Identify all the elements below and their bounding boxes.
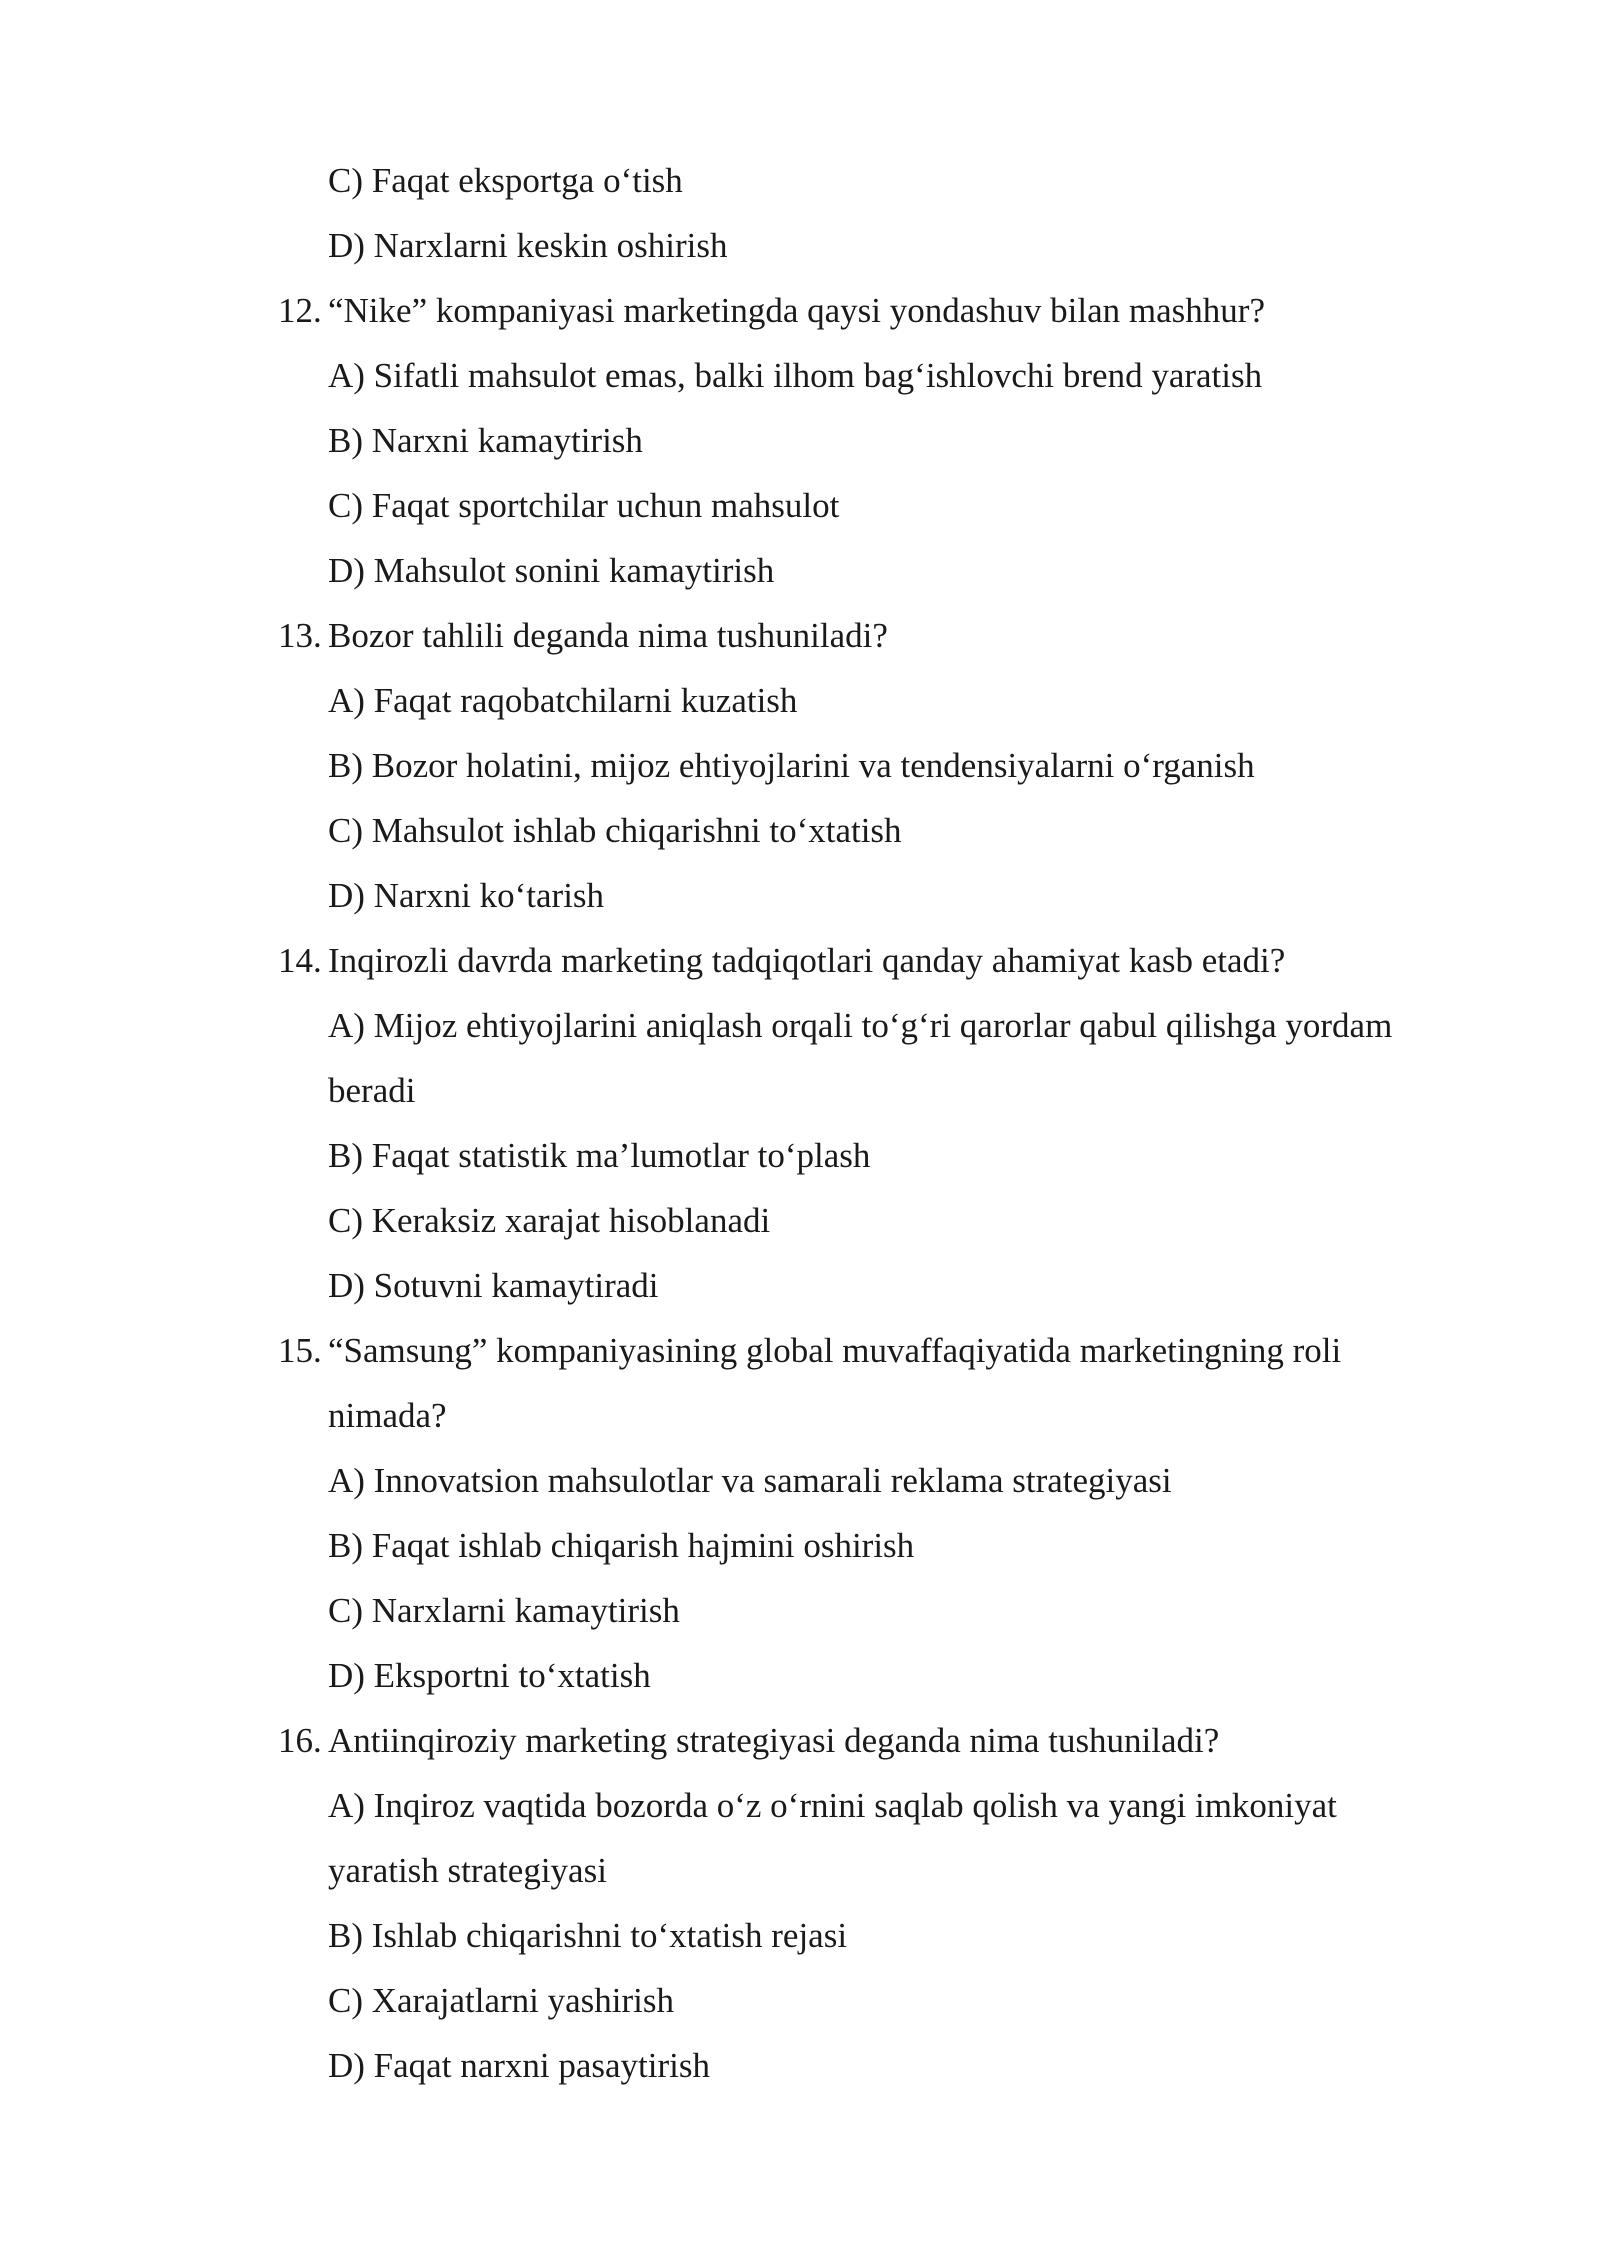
option-c: C) Mahsulot ishlab chiqarishni to‘xtatish (328, 811, 902, 850)
option-b: B) Narxni kamaytirish (328, 421, 643, 460)
option-a: A) Faqat raqobatchilarni kuzatish (328, 681, 798, 720)
question-13 (278, 603, 1478, 668)
option-c: C) Faqat eksportga o‘tish (328, 161, 683, 200)
question-number: 16. (278, 1721, 322, 1760)
question-text: Bozor tahlili deganda nima tushuniladi? (328, 616, 888, 655)
quiz-content (278, 148, 1478, 2098)
option-a-continuation: beradi (328, 1071, 416, 1110)
option-b: B) Faqat statistik ma’lumotlar to‘plash (328, 1136, 871, 1175)
option-d: D) Sotuvni kamaytiradi (328, 1266, 659, 1305)
option-d: D) Faqat narxni pasaytirish (328, 2046, 710, 2085)
question-number: 15. (278, 1331, 322, 1370)
question-number: 13. (278, 616, 322, 655)
question-number: 14. (278, 941, 322, 980)
option-c: C) Xarajatlarni yashirish (328, 1981, 675, 2020)
question-15 (278, 1318, 1478, 1383)
question-text-continuation: nimada? (328, 1396, 447, 1435)
option-a: A) Sifatli mahsulot emas, balki ilhom bag‘ishlovchi brend yaratish (328, 356, 1263, 395)
option-d: D) Eksportni to‘xtatish (328, 1656, 651, 1695)
question-14 (278, 928, 1478, 993)
question-text: “Samsung” kompaniyasining global muvaffaqiyatida marketingning roli (328, 1331, 1342, 1370)
option-a: A) Mijoz ehtiyojlarini aniqlash orqali to‘g‘ri qarorlar qabul qilishga yordam (328, 1006, 1393, 1045)
question-16 (278, 1708, 1478, 1773)
option-a: A) Inqiroz vaqtida bozorda o‘z o‘rnini saqlab qolish va yangi imkoniyat (328, 1786, 1337, 1825)
option-c: C) Narxlarni kamaytirish (328, 1591, 680, 1630)
question-text: “Nike” kompaniyasi marketingda qaysi yondashuv bilan mashhur? (328, 291, 1265, 330)
option-a: A) Innovatsion mahsulotlar va samarali reklama strategiyasi (328, 1461, 1172, 1500)
question-text: Inqirozli davrda marketing tadqiqotlari qanday ahamiyat kasb etadi? (328, 941, 1286, 980)
question-number: 12. (278, 291, 322, 330)
option-d: D) Mahsulot sonini kamaytirish (328, 551, 775, 590)
option-b: B) Ishlab chiqarishni to‘xtatish rejasi (328, 1916, 848, 1955)
question-12 (278, 278, 1478, 343)
option-b: B) Faqat ishlab chiqarish hajmini oshirish (328, 1526, 915, 1565)
question-text: Antiinqiroziy marketing strategiyasi deganda nima tushuniladi? (328, 1721, 1220, 1760)
option-d: D) Narxni ko‘tarish (328, 876, 605, 915)
option-d: D) Narxlarni keskin oshirish (328, 226, 728, 265)
option-c: C) Faqat sportchilar uchun mahsulot (328, 486, 840, 525)
option-b: B) Bozor holatini, mijoz ehtiyojlarini va tendensiyalarni o‘rganish (328, 746, 1255, 785)
option-c: C) Keraksiz xarajat hisoblanadi (328, 1201, 771, 1240)
option-a-continuation: yaratish strategiyasi (328, 1851, 607, 1890)
